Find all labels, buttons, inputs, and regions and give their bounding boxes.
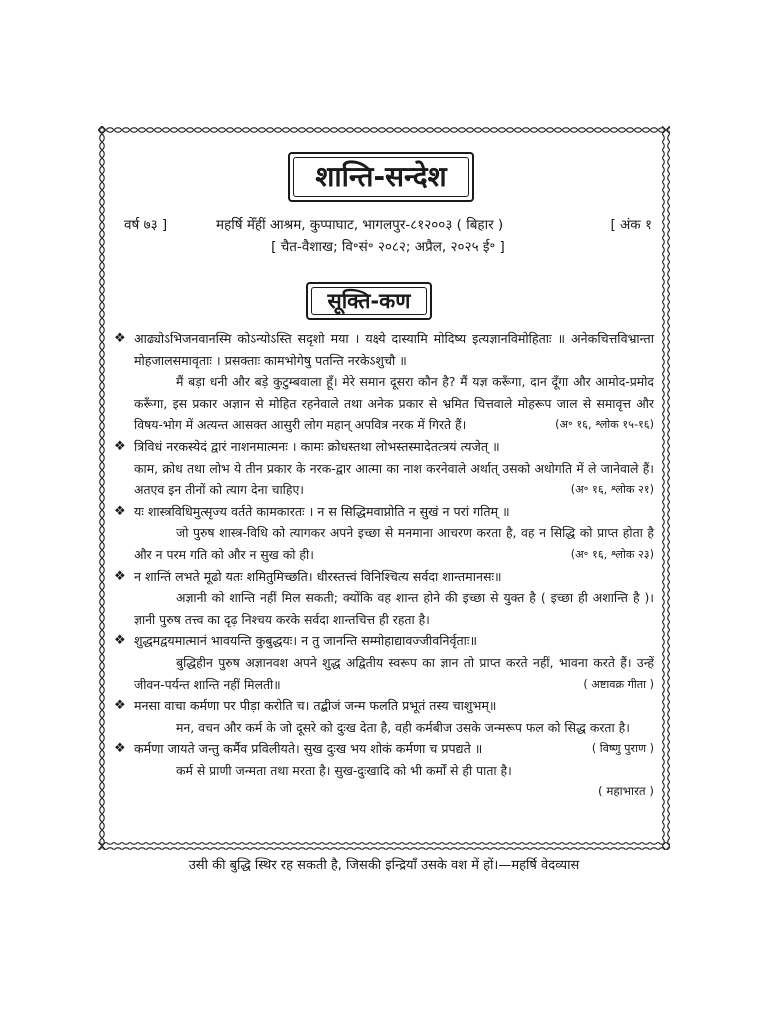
verse-reference: ( अष्टावक्र गीता ) <box>583 677 654 691</box>
masthead-title-box <box>288 152 474 202</box>
section-title-box <box>306 282 432 320</box>
verse-sanskrit: यः शास्त्रविधिमुत्सृज्य वर्तते कामकारतः । न स सिद्धिमवाप्नोति न सुखं न परां गतिम् ॥ <box>134 503 510 519</box>
verse-item <box>114 738 654 803</box>
date-line: [ चैत-वैशाख; वि॰सं॰ २०८२; अप्रैल, २०२५ ई॰ ] <box>271 239 505 255</box>
diamond-bullet-icon: ❖ <box>114 331 126 346</box>
verse-reference: (अ॰ १६, श्लोक २१) <box>570 483 654 497</box>
verse-meaning: अज्ञानी को शान्ति नहीं मिल सकती; क्योंकि वह शान्त होने की इच्छा से युक्त है ( इच्छा ही अशान्ति है )। ज्ञानी पुरुष तत्त्व का दृढ़ निश्चय करके सर्वदा शान्तचित्त ही रहता है। <box>134 590 654 627</box>
verse-meaning: मैं बड़ा धनी और बड़े कुटुम्बवाला हूँ। मेरे समान दूसरा कौन है? मैं यज्ञ करूँगा, दान दूँगा और आमोद-प्रमोद करूँगा, इस प्रकार अज्ञान से मोहित रहनेवाले तथा अनेक प्रकार से भ्रमित चित्तवाले मोहरूप जाल से समावृत्त और विषय-भोग में अत्यन्त आसक्त आसुरी लोग महान् अपवित्र नरक में गिरते हैं। <box>134 374 654 433</box>
verse-item <box>114 501 654 566</box>
diamond-bullet-icon: ❖ <box>114 568 126 584</box>
verse-item <box>114 566 654 631</box>
verse-sanskrit: न शान्तिं लभते मूढो यतः शमितुमिच्छति। धीरस्तत्त्वं विनिश्चित्य सर्वदा शान्तमानसः॥ <box>134 568 502 584</box>
verse-meaning: बुद्धिहीन पुरुष अज्ञानवश अपने शुद्ध अद्वितीय स्वरूप का ज्ञान तो प्राप्त करते नहीं, भावना करते हैं। उन्हें जीवन-पर्यन्त शान्ति नहीं मिलती॥ <box>134 654 654 692</box>
footer-quote: उसी की बुद्धि स्थिर रह सकती है, जिसकी इन्द्रियाँ उसके वश में हों।—महर्षि वेदव्यास <box>188 858 580 873</box>
verse-sanskrit: शुद्धमद्वयमात्मानं भावयन्ति कुबुद्धयः। न तु जानन्ति सम्मोहाद्यावज्जीवनिर्वृताः॥ <box>134 633 478 649</box>
verse-reference: ( महाभारत ) <box>598 784 654 799</box>
verse-item <box>114 328 654 436</box>
diamond-bullet-icon: ❖ <box>114 698 126 714</box>
verse-sanskrit: आढ्योऽभिजनवानस्मि कोऽन्योऽस्ति सदृशो मया । यक्ष्ये दास्यामि मोदिष्य इत्यज्ञानविमोहिताः ॥ अनेकचित्तविभ्रान्ता मोहजालसमावृताः । प्रसक्ताः कामभोगेषु पतन्ति नरकेऽशुचौ ॥ <box>134 331 654 368</box>
masthead-title: शान्ति-सन्देश <box>315 160 447 193</box>
verse-meaning: काम, क्रोध तथा लोभ ये तीन प्रकार के नरक-द्वार आत्मा का नाश करनेवाले अर्थात् उसको अधोगति में ले जानेवाले हैं। अतएव इन तीनों को त्याग देना चाहिए। <box>134 460 654 498</box>
verse-item <box>114 436 654 501</box>
verse-sanskrit: मनसा वाचा कर्मणा पर पीड़ा करोति च। तद्बीजं जन्म फलति प्रभूतं तस्य चाशुभम्॥ <box>134 698 497 714</box>
verse-item <box>114 630 654 695</box>
verse-sanskrit: त्रिविधं नरकस्येदं द्वारं नाशनमात्मनः । कामः क्रोधस्तथा लोभस्तस्मादेतत्त्रयं त्यजेत् ॥ <box>134 438 500 454</box>
diamond-bullet-icon: ❖ <box>114 633 126 649</box>
verse-sanskrit: कर्मणा जायते जन्तु कर्मैव प्रविलीयते। सुख दुःख भय शोकं कर्मणा च प्रपद्यते ॥ <box>134 741 483 757</box>
verse-meaning: जो पुरुष शास्त्र-विधि को त्यागकर अपने इच्छा से मनमाना आचरण करता है, वह न सिद्धि को प्राप्त होता है और न परम गति को और न सुख को ही। <box>134 525 654 562</box>
issue-label: [ अंक १ <box>610 217 652 233</box>
verse-reference: ( विष्णु पुराण ) <box>591 742 654 756</box>
diamond-bullet-icon: ❖ <box>114 438 126 454</box>
diamond-bullet-icon: ❖ <box>114 503 126 519</box>
section-title: सूक्ति-कण <box>327 289 411 313</box>
year-label: वर्ष ७३ ] <box>124 217 168 233</box>
verse-reference: (अ॰ १६, श्लोक २३) <box>570 547 654 561</box>
diamond-bullet-icon: ❖ <box>114 741 126 757</box>
verse-meaning: कर्म से प्राणी जन्मता तथा मरता है। सुख-दुःखादि को भी कर्मों से ही पाता है। <box>176 762 512 778</box>
verse-meaning: मन, वचन और कर्म के जो दूसरे को दुःख देता है, वही कर्मबीज उसके जन्मरूप फल को सिद्ध करता है। <box>176 719 630 735</box>
verse-list <box>114 328 654 803</box>
verse-reference: (अ॰ १६, श्लोक १५-१६) <box>555 418 654 432</box>
publisher-address: महर्षि मेँहीं आश्रम, कुप्पाघाट, भागलपुर-८१२००३ ( बिहार ) <box>216 217 504 233</box>
